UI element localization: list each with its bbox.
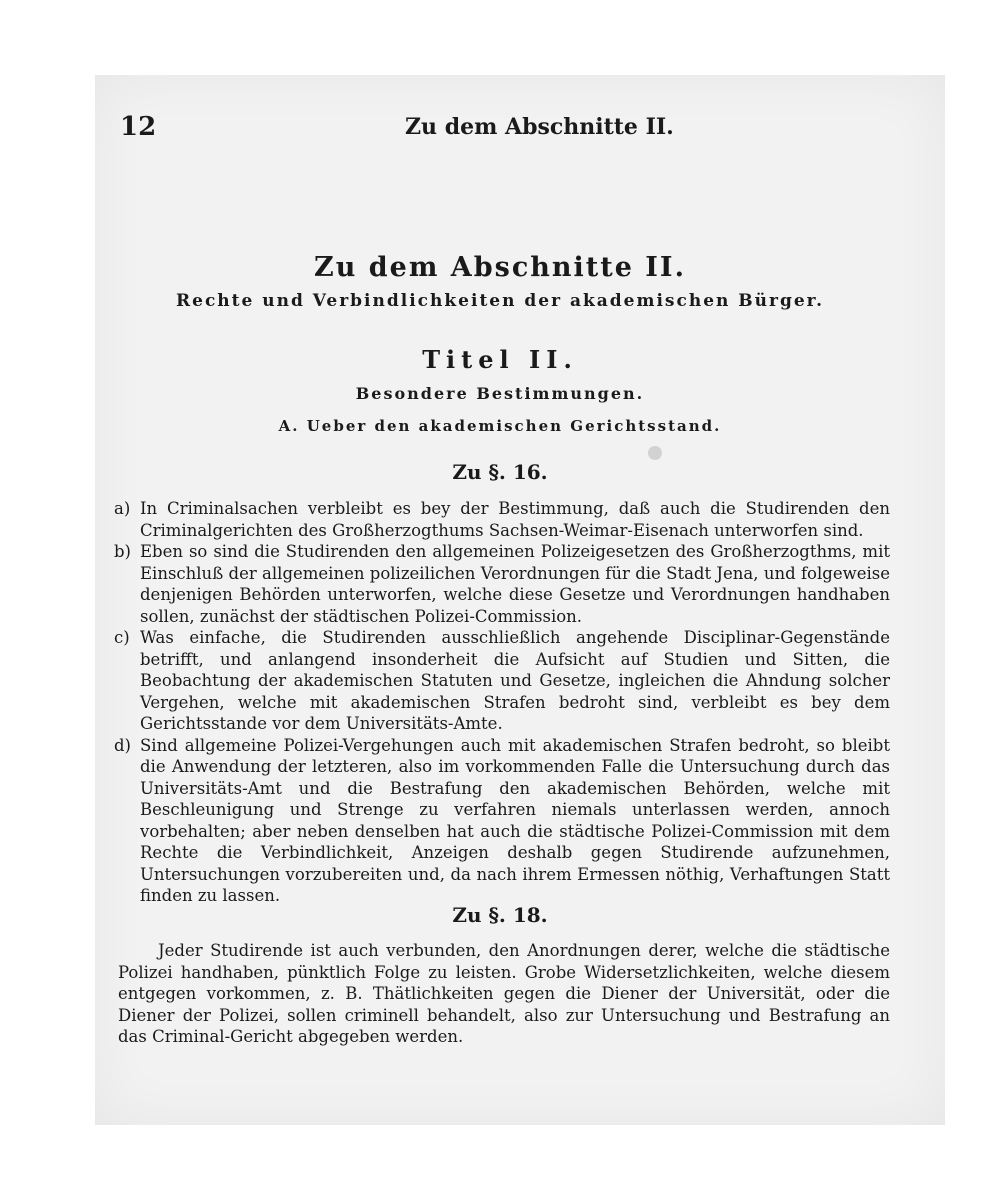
item-marker: c): [114, 628, 130, 647]
list-item: [114, 627, 890, 735]
titel-heading: Titel II.: [422, 345, 578, 374]
item-text: Sind allgemeine Polizei-Vergehungen auch mit akademischen Strafen bedroht, so bleibt die Anwendung der letzteren, also im vorkommenden Falle die Untersuchung durch das Universitäts-Amt und die Bestrafung den akademischen Behörden, welche mit Beschleunigung und Strenge zu verfahren niemals unterlassen werden, annoch vorbehalten; aber neben denselben hat auch die städtische Polizei-Commission mit dem Rechte die Verbindlichkeit, Anzeigen deshalb gegen Studirende aufzunehmen, Untersuchungen vorzubereiten und, da nach ihrem Ermessen nöthig, Verhaftungen Statt finden zu lassen.: [140, 735, 890, 905]
running-title: Zu dem Abschnitte II.: [405, 114, 674, 140]
list-item: [114, 541, 890, 627]
subsection-heading: A. Ueber den akademischen Gerichtsstand.: [278, 417, 722, 435]
section-title: Zu dem Abschnitte II.: [314, 252, 686, 283]
item-marker: d): [114, 735, 131, 755]
titel-subheading: Besondere Bestimmungen.: [355, 384, 645, 403]
item-text: Was einfache, die Studirenden ausschließlich angehende Disciplinar-Gegenstände betrifft, und anlangend insonderheit die Aufsicht auf Studien und Sitten, die Beobachtung der akademischen Statuten und Gesetze, ingleichen die Ahndung solcher Vergehen, welche mit akademischen Strafen bedroht sind, verbleibt es bey dem Gerichtsstande vor dem Universitäts-Amte.: [140, 628, 890, 733]
item-text: In Criminalsachen verbleibt es bey der Bestimmung, daß auch die Studirenden den Criminalgerichten des Großherzogthums Sachsen-Weimar-Eisenach unterworfen sind.: [140, 499, 890, 540]
list-item: [114, 735, 890, 907]
paragraph-16-heading: Zu §. 16.: [452, 460, 548, 484]
paragraph-16-items: [114, 498, 890, 907]
page-number: 12: [120, 112, 157, 142]
item-text: Eben so sind die Studirenden den allgemeinen Polizeigesetzen des Großherzogthms, mit Einschluß der allgemeinen polizeilichen Verordnungen für die Stadt Jena, und folgeweise denjenigen Behörden unterworfen, welche diese Gesetze und Verordnungen handhaben sollen, zunächst der städtischen Polizei-Commission.: [140, 542, 890, 626]
running-head: [120, 112, 900, 152]
section-subtitle: Rechte und Verbindlichkeiten der akademischen Bürger.: [176, 291, 824, 311]
item-marker: b): [114, 542, 131, 561]
ink-stain: [648, 446, 662, 460]
paragraph-18-text: Jeder Studirende ist auch verbunden, den Anordnungen derer, welche die städtische Polizei handhaben, pünktlich Folge zu leisten. Grobe Widersetzlichkeiten, welche diesem entgegen vorkommen, z. B. Thätlichkeiten gegen die Diener der Universität, oder die Diener der Polizei, sollen criminell behandelt, also zur Untersuchung und Bestrafung an das Criminal-Gericht abgegeben werden.: [118, 941, 890, 1046]
paragraph-18-heading: Zu §. 18.: [452, 903, 548, 927]
list-item: [114, 498, 890, 541]
item-marker: a): [114, 499, 131, 518]
